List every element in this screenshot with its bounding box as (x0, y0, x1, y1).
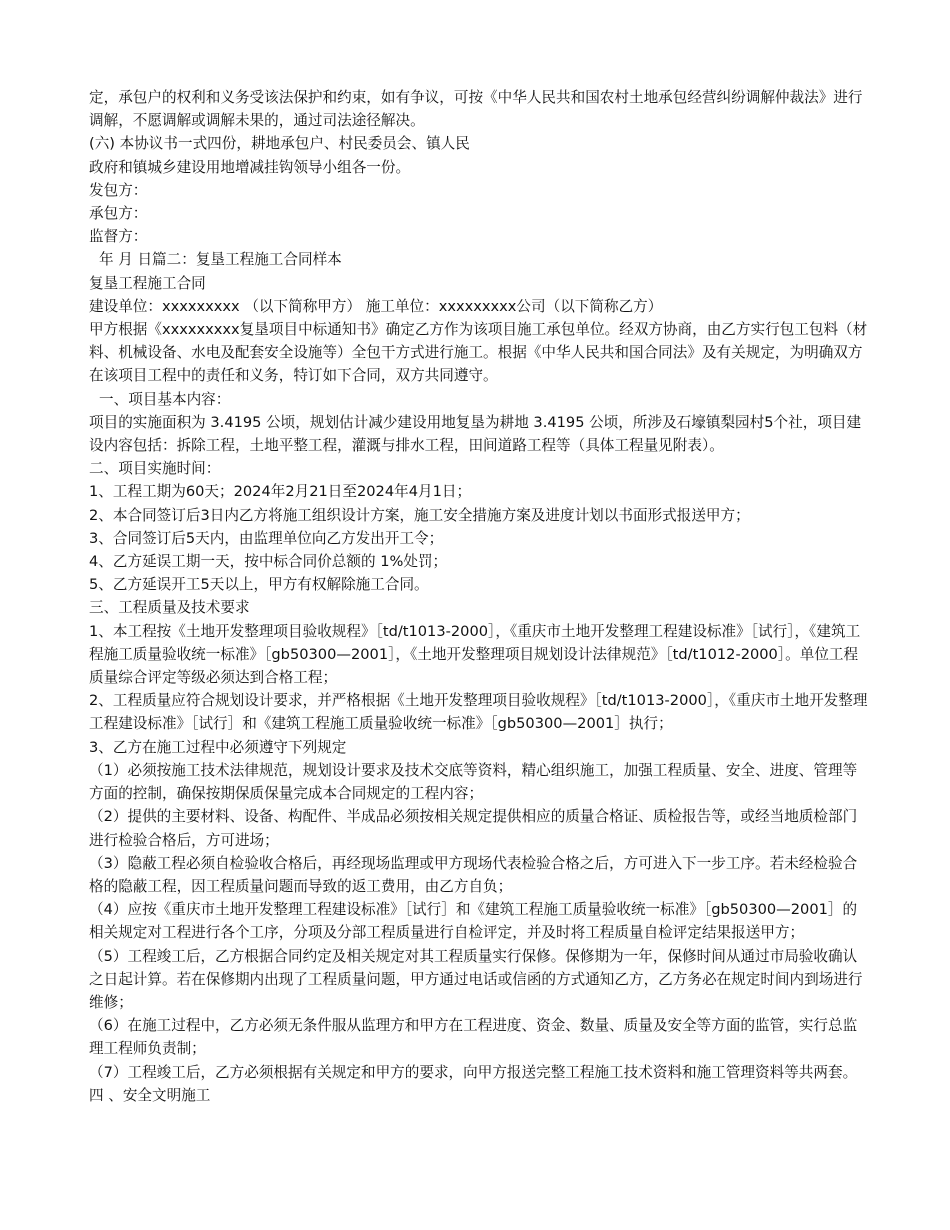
contract-parties: 建设单位：xxxxxxxxx （以下简称甲方） 施工单位：xxxxxxxxx公司（以下简称乙方） (89, 297, 663, 315)
contract-preamble: 甲方根据《xxxxxxxxx复垦项目中标通知书》确定乙方作为该项目施工承包单位。经双方协商，由乙方实行包工包料（材料、机械设备、水电及配套安全设施等）全包干方式进行施工。根据《中华人民共和国合同法》及有关规定，为明确双方在该项目工程中的责任和义务，特订如下合同，双方共同遵守。 (89, 321, 868, 385)
quality-item-1: 1、本工程按《土地开发整理项目验收规程》［td/t1013-2000］，《重庆市土地开发整理工程建设标准》［试行］，《建筑工程施工质量验收统一标准》［gb50300—2001］，《土地开发整理项目规划设计法律规范》［td/t1012-2000］。单位工程质量综合评定等级必须达到合格工程； (89, 622, 861, 687)
rule-item-4: （4）应按《重庆市土地开发整理工程建设标准》［试行］和《建筑工程施工质量验收统一标准》［gb50300—2001］的相关规定对工程进行各个工序，分项及分部工程质量进行自检评定，并及时将工程质量自检评定结果报送甲方； (89, 901, 858, 942)
date-and-part-two-heading: 年 月 日篇二：复垦工程施工合同样本 (99, 251, 342, 269)
paragraph-copies-clause: (六) 本协议书一式四份，耕地承包户、村民委员会、镇人民 (89, 135, 470, 153)
rule-item-6: （6）在施工过程中，乙方必须无条件服从监理方和甲方在工程进度、资金、数量、质量及安全等方面的监管，实行总监理工程师负责制； (89, 1017, 858, 1058)
rule-item-5: （5）工程竣工后，乙方根据合同约定及相关规定对其工程质量实行保修。保修期为一年，保修时间从通过市局验收确认之日起计算。若在保修期内出现了工程质量问题，甲方通过电话或信函的方式通知乙方，乙方务必在规定时间内到场进行维修； (89, 947, 863, 1011)
schedule-item-1: 1、工程工期为60天；2024年2月21日至2024年4月1日； (89, 483, 472, 501)
paragraph-copies-clause-cont: 政府和镇城乡建设用地增减挂钩领导小组各一份。 (89, 158, 411, 176)
rule-item-2: （2）提供的主要材料、设备、构配件、半成品必须按相关规定提供相应的质量合格证、质检报告等，或经当地质检部门进行检验合格后，方可进场； (89, 808, 858, 849)
rule-item-1: （1）必须按施工技术法律规范，规划设计要求及技术交底等资料，精心组织施工，加强工程质量、安全、进度、管理等方面的控制，确保按期保质保量完成本合同规定的工程内容； (89, 761, 858, 803)
rule-item-3: （3）隐蔽工程必须自检验收合格后，再经现场监理或甲方现场代表检验合格之后，方可进入下一步工序。若未经检验合格的隐蔽工程，因工程质量问题而导致的返工费用，由乙方自负； (89, 854, 858, 895)
document-body (89, 86, 871, 1107)
schedule-item-4: 4、乙方延误工期一天，按中标合同价总额的 1%处罚； (89, 553, 448, 571)
schedule-item-3: 3、合同签订后5天内，由监理单位向乙方发出开工令； (89, 529, 444, 547)
label-contracting-party: 发包方： (89, 181, 148, 199)
contract-title: 复垦工程施工合同 (89, 274, 206, 292)
quality-item-2: 2、工程质量应符合规划设计要求，并严格根据《土地开发整理项目验收规程》［td/t1013-2000］，《重庆市土地开发整理工程建设标准》［试行］和《建筑工程施工质量验收统一标准》［gb50300—2001］执行； (89, 692, 868, 733)
project-content: 项目的实施面积为 3.4195 公顷，规划估计减少建设用地复垦为耕地 3.4195 公顷，所涉及石壕镇梨园村5个社，项目建设内容包括：拆除工程，土地平整工程，灌溉与排水工程，田间道路工程等（具体工程量见附表）。 (89, 413, 862, 455)
schedule-item-2: 2、本合同签订后3日内乙方将施工组织设计方案，施工安全措施方案及进度计划以书面形式报送甲方； (89, 506, 750, 524)
paragraph-dispute-clause: 定，承包户的权利和义务受该法保护和约束，如有争议，可按《中华人民共和国农村土地承包经营纠纷调解仲裁法》进行调解，不愿调解或调解未果的，通过司法途径解决。 (89, 89, 863, 130)
schedule-item-5: 5、乙方延误开工5天以上，甲方有权解除施工合同。 (89, 576, 429, 594)
rule-item-7: （7）工程竣工后，乙方必须根据有关规定和甲方的要求，向甲方报送完整工程施工技术资料和施工管理资料等共两套。四 、安全文明施工 (89, 1063, 858, 1104)
section-heading-1: 一、项目基本内容： (99, 390, 231, 408)
section-heading-2: 二、项目实施时间： (89, 460, 221, 478)
quality-item-3: 3、乙方在施工过程中必须遵守下列规定 (89, 738, 347, 756)
section-heading-3: 三、工程质量及技术要求 (89, 599, 250, 617)
label-supervisor: 监督方： (89, 228, 148, 246)
label-contractor: 承包方： (89, 205, 148, 223)
